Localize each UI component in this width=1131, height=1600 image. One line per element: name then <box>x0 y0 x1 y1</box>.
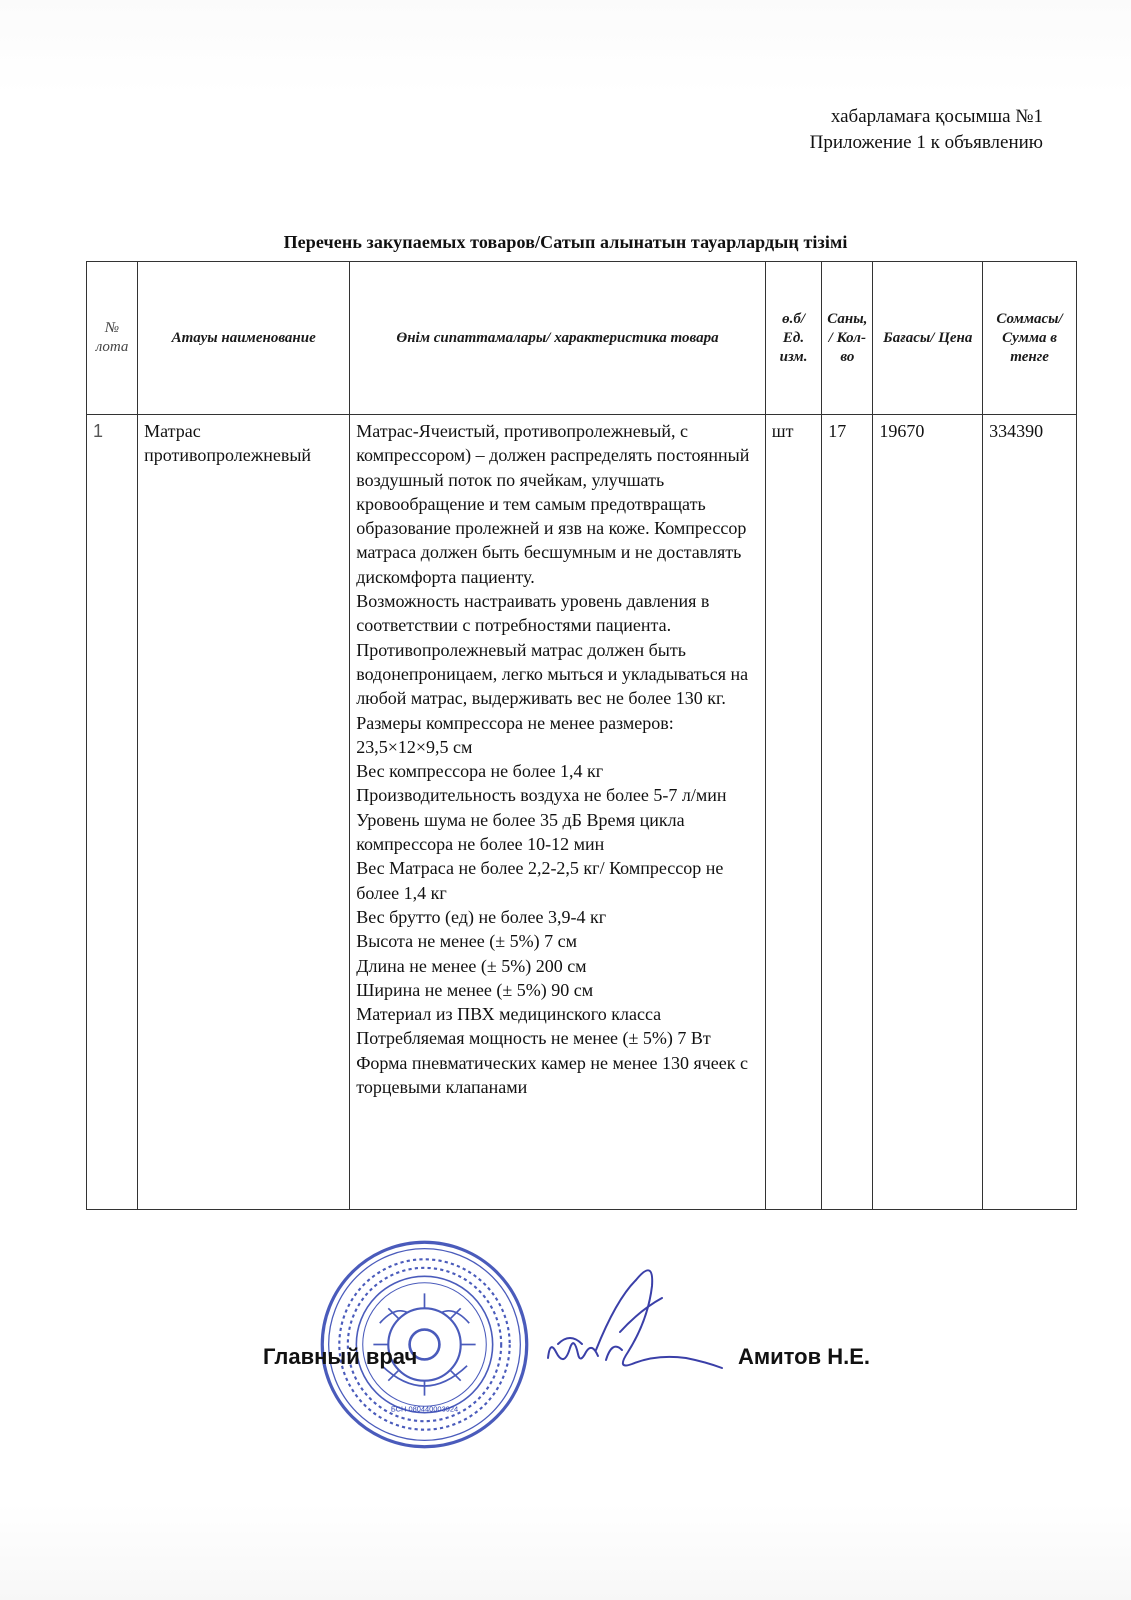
cell-price: 19670 <box>873 415 983 1210</box>
header-name: Атауы наименование <box>138 262 350 415</box>
signature-block <box>0 1336 1131 1376</box>
header-sum: Соммасы/ Сумма в тенге <box>983 262 1077 415</box>
header-description: Өнім сипаттамалары/ характеристика товара <box>350 262 766 415</box>
annex-line-ru: Приложение 1 к объявлению <box>809 132 1043 153</box>
table-header-row <box>87 262 1077 415</box>
cell-unit: шт <box>765 415 821 1210</box>
cell-quantity: 17 <box>822 415 873 1210</box>
annex-reference <box>810 104 1043 156</box>
cell-description: Матрас-Ячеистый, противопролежневый, с компрессором) – должен распределять постоянный воздушный поток по ячейкам, улучшать кровообращение и тем самым предотвращать образование пролежней и язв на коже. Компрессор матраса должен быть бесшумным и не доставлять дискомфорта пациенту. Возможность настраивать уровень давления в соответствии с потребностями пациента. Противопролежневый матрас должен быть водонепроницаем, легко мыться и укладываться на любой матрас, выдерживать вес не более 130 кг. Размеры компрессора не менее размеров: 23,5×12×9,5 см Вес компрессора не более 1,4 кг Производительность воздуха не более 5-7 л/мин Уровень шума не более 35 дБ Время цикла компрессора не более 10-12 мин Вес Матраса не более 2,2-2,5 кг/ Компрессор не более 1,4 кг Вес брутто (ед) не более 3,9-4 кг Высота не менее (± 5%) 7 см Длина не менее (± 5%) 200 см Ширина не менее (± 5%) 90 см Материал из ПВХ медицинского класса Потребляемая мощность не менее (± 5%) 7 Вт Форма пневматических камер не менее 130 ячеек с торцевыми клапанами <box>350 415 766 1210</box>
header-unit: ө.б/ Ед. изм. <box>765 262 821 415</box>
table-row <box>87 415 1077 1210</box>
header-quantity: Саны, / Кол-во <box>822 262 873 415</box>
signatory-role: Главный врач <box>263 1344 418 1369</box>
header-lot-number: № лота <box>87 262 138 415</box>
page-title: Перечень закупаемых товаров/Сатып алынатын тауарлардың тізімі <box>283 232 848 252</box>
annex-line-kz: хабарламаға қосымша №1 <box>830 106 1043 127</box>
stamp-id-text: БСН 080440003924 <box>390 1404 459 1414</box>
cell-name: Матрас противопролежневый <box>138 415 350 1210</box>
cell-lot-number: 1 <box>87 415 138 1210</box>
header-price: Бағасы/ Цена <box>873 262 983 415</box>
signatory-name: Амитов Н.Е. <box>738 1344 871 1369</box>
signature-scribble-icon <box>536 1240 726 1400</box>
goods-table <box>86 261 1077 1210</box>
cell-sum: 334390 <box>983 415 1077 1210</box>
